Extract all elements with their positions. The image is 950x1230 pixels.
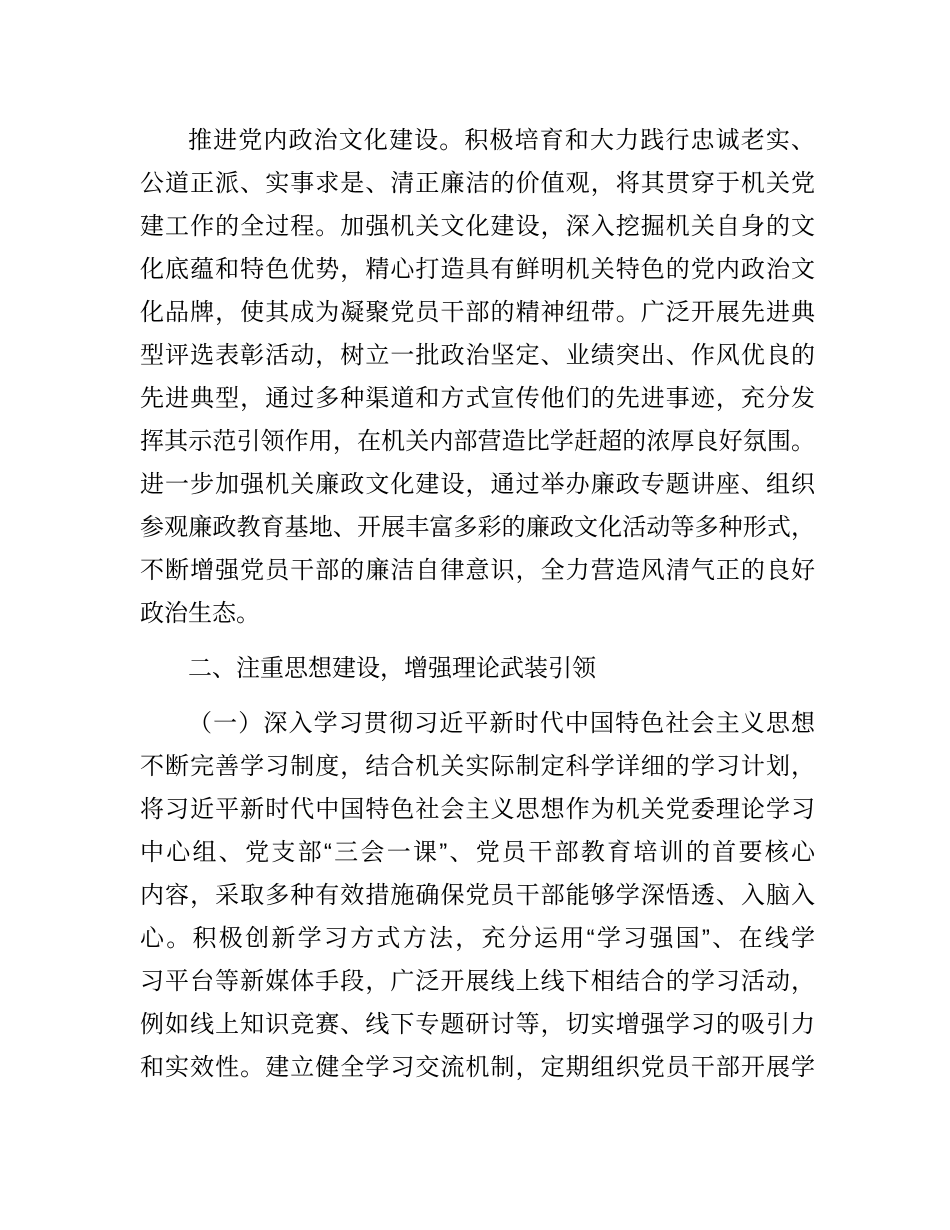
text-line: 将习近平新时代中国特色社会主义思想作为机关党委理论学习 xyxy=(140,796,815,823)
text-line: （一）深入学习贯彻习近平新时代中国特色社会主义思想 xyxy=(188,710,815,737)
text-line: 挥其示范引领作用，在机关内部营造比学赶超的浓厚良好氛围。 xyxy=(140,428,815,455)
text-line: 建工作的全过程。加强机关文化建设，深入挖掘机关自身的文 xyxy=(140,213,815,240)
text-line: 不断完善学习制度，结合机关实际制定科学详细的学习计划， xyxy=(140,753,815,780)
text-line: 内容，采取多种有效措施确保党员干部能够学深悟透、入脑入 xyxy=(140,882,815,909)
text-line: 和实效性。建立健全学习交流机制，定期组织党员干部开展学 xyxy=(140,1054,815,1081)
text-line: 习平台等新媒体手段，广泛开展线上线下相结合的学习活动， xyxy=(140,968,815,995)
text-line: 二、注重思想建设，增强理论武装引领 xyxy=(188,655,596,682)
text-line: 中心组、党支部“三会一课”、党员干部教育培训的首要核心 xyxy=(140,839,815,866)
text-line: 化底蕴和特色优势，精心打造具有鲜明机关特色的党内政治文 xyxy=(140,256,815,283)
text-line: 政治生态。 xyxy=(140,600,260,627)
text-line: 推进党内政治文化建设。积极培育和大力践行忠诚老实、 xyxy=(188,127,815,154)
heading-section-two xyxy=(140,647,815,690)
text-line: 化品牌，使其成为凝聚党员干部的精神纽带。广泛开展先进典 xyxy=(140,299,815,326)
text-line: 参观廉政教育基地、开展丰富多彩的廉政文化活动等多种形式， xyxy=(140,514,815,541)
para-study-xi-thought xyxy=(140,702,815,1089)
text-line: 型评选表彰活动，树立一批政治坚定、业绩突出、作风优良的 xyxy=(140,342,815,369)
para-party-political-culture xyxy=(140,119,815,635)
text-line: 不断增强党员干部的廉洁自律意识，全力营造风清气正的良好 xyxy=(140,557,815,584)
text-line: 先进典型，通过多种渠道和方式宣传他们的先进事迹，充分发 xyxy=(140,385,815,412)
text-line: 心。积极创新学习方式方法，充分运用“学习强国”、在线学 xyxy=(140,925,815,952)
text-line: 进一步加强机关廉政文化建设，通过举办廉政专题讲座、组织 xyxy=(140,471,815,498)
text-line: 公道正派、实事求是、清正廉洁的价值观，将其贯穿于机关党 xyxy=(140,170,815,197)
document-content xyxy=(140,119,815,1089)
text-line: 例如线上知识竞赛、线下专题研讨等，切实增强学习的吸引力 xyxy=(140,1011,815,1038)
